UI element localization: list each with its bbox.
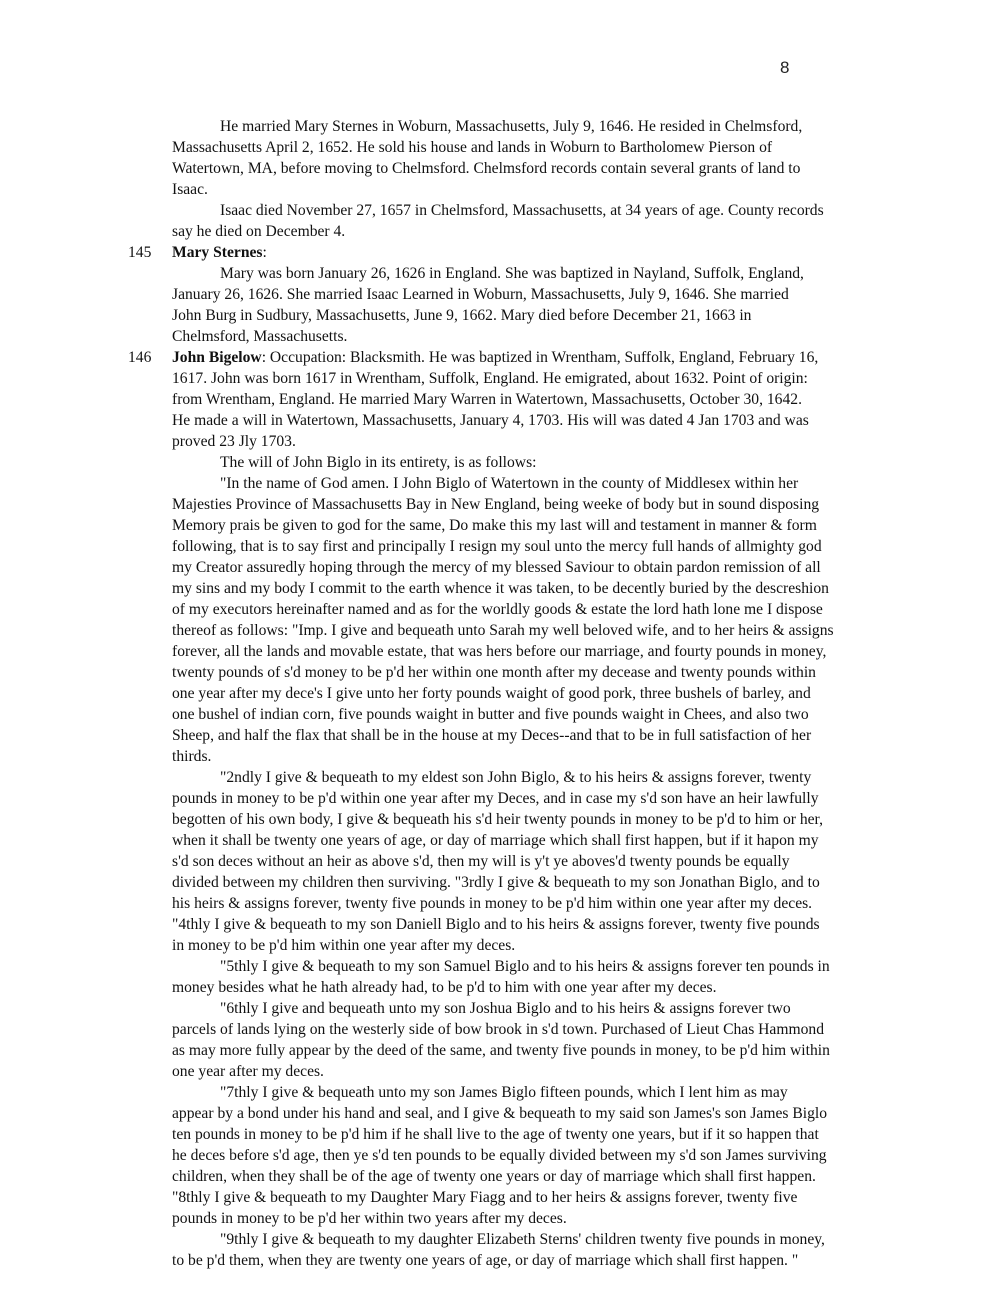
text-line: thereof as follows: "Imp. I give and bequeath unto Sarah my well beloved wife, and to her heirs & assigns [172,622,834,639]
text-line: when it shall be twenty one years of age, or day of marriage which shall first happen, but if it hapon my [172,832,819,849]
text-line: "6thly I give and bequeath unto my son Joshua Biglo and to his heirs & assigns forever two [220,1000,791,1017]
text-line: "8thly I give & bequeath to my Daughter Mary Fiagg and to her heirs & assigns forever, twenty five [172,1189,798,1206]
text-line: ten pounds in money to be p'd him if he shall live to the age of twenty one years, but if it so happen that [172,1126,819,1143]
page-number: 8 [780,58,790,77]
text-line: John Bigelow: Occupation: Blacksmith. He was baptized in Wrentham, Suffolk, England, February 16, [172,349,819,366]
text-line: He made a will in Watertown, Massachusetts, January 4, 1703. His will was dated 4 Jan 1703 and was [172,412,809,429]
text-line: "7thly I give & bequeath unto my son James Biglo fifteen pounds, which I lent him as may [220,1084,788,1101]
text-line: parcels of lands lying on the westerly side of bow brook in s'd town. Purchased of Lieut Chas Hammond [172,1021,824,1038]
text-line: pounds in money to be p'd within one year after my Deces, and in case my s'd son have an heir lawfully [172,790,819,807]
text-line: Massachusetts April 2, 1652. He sold his house and lands in Woburn to Bartholomew Pierson of [172,139,773,156]
text-line: following, that is to say first and principally I resign my soul unto the mercy full hands of allmighty god [172,538,822,555]
text-line: children, when they shall be of the age of twenty one years or day of marriage which shall first happen. [172,1168,816,1185]
text-line: Isaac died November 27, 1657 in Chelmsford, Massachusetts, at 34 years of age. County records [220,202,824,219]
text-line: in money to be p'd him within one year after my deces. [172,937,516,954]
text-line: Mary was born January 26, 1626 in England. She was baptized in Nayland, Suffolk, England, [220,265,804,282]
text-line: The will of John Biglo in its entirety, is as follows: [220,454,537,471]
text-line: forever, all the lands and movable estate, that was hers before our marriage, and fourty pounds in money, [172,643,827,660]
text-line: one year after my dece's I give unto her forty pounds waight of good pork, three bushels of barley, and [172,685,811,702]
text-line: of my executors hereinafter named and as for the worldly goods & estate the lord hath lone me I dispose [172,601,823,618]
text-line: "In the name of God amen. I John Biglo of Watertown in the county of Middlesex within her [220,475,799,492]
text-line: pounds in money to be p'd her within two years after my deces. [172,1210,567,1227]
text-line: from Wrentham, England. He married Mary Warren in Watertown, Massachusetts, October 30, 1642. [172,391,802,408]
text-line: Watertown, MA, before moving to Chelmsford. Chelmsford records contain several grants of land to [172,160,801,177]
text-line: as may more fully appear by the deed of the same, and twenty five pounds in money, to be p'd him within [172,1042,830,1059]
text-line: to be p'd them, when they are twenty one years of age, or day of marriage which shall first happen. " [172,1252,799,1269]
text-line: appear by a bond under his hand and seal, and I give & bequeath to my said son James's son James Biglo [172,1105,828,1122]
text-line: Mary Sternes: [172,244,267,261]
text-line: one year after my deces. [172,1063,324,1080]
text-line: say he died on December 4. [172,223,346,240]
text-line: Memory prais be given to god for the same, Do make this my last will and testament in manner & form [172,517,817,534]
text-line: one bushel of indian corn, five pounds waight in butter and five pounds waight in Chees, and also two [172,706,809,723]
text-line: He married Mary Sternes in Woburn, Massachusetts, July 9, 1646. He resided in Chelmsford, [220,118,803,135]
text-line: begotten of his own body, I give & bequeath his s'd heir twenty pounds in money to be p'd to him or her, [172,811,824,828]
entry-number: 146 [128,349,152,366]
text-line: Majesties Province of Massachusetts Bay in New England, being weeke of body but in sound disposing [172,496,820,513]
person-name: Mary Sternes [172,244,263,261]
text-line: my sins and my body I commit to the earth whence it was taken, to be decently buried by the descreshion [172,580,829,597]
text-line: "4thly I give & bequeath to my son Daniell Biglo and to his heirs & assigns forever, twenty five pounds [172,916,820,933]
text-line: John Burg in Sudbury, Massachusetts, June 9, 1662. Mary died before December 21, 1663 in [172,307,752,324]
text-line: Sheep, and half the flax that shall be in the house at my Deces--and that to be in full satisfaction of her [172,727,812,744]
text-line: s'd son deces without an heir as above s'd, then my will is y't ye aboves'd twenty pounds be equally [172,853,790,870]
text-line: 1617. John was born 1617 in Wrentham, Suffolk, England. He emigrated, about 1632. Point of origin: [172,370,808,387]
text-line: proved 23 Jly 1703. [172,433,296,450]
text-line: "9thly I give & bequeath to my daughter Elizabeth Sterns' children twenty five pounds in money, [220,1231,825,1248]
text-line: "5thly I give & bequeath to my son Samuel Biglo and to his heirs & assigns forever ten pounds in [220,958,830,975]
text-line: money besides what he hath already had, to be p'd to him with one year after my deces. [172,979,717,996]
entry-number: 145 [128,244,152,261]
text-line: thirds. [172,748,212,765]
text-line: divided between my children then surviving. "3rdly I give & bequeath to my son Jonathan Biglo, and to [172,874,820,891]
text-line: his heirs & assigns forever, twenty five pounds in money to be p'd him within one year after my deces. [172,895,813,912]
text-line: "2ndly I give & bequeath to my eldest son John Biglo, & to his heirs & assigns forever, twenty [220,769,812,786]
text-line: Isaac. [172,181,208,198]
text-line: January 26, 1626. She married Isaac Learned in Woburn, Massachusetts, July 9, 1646. She married [172,286,789,303]
text-line: Chelmsford, Massachusetts. [172,328,348,345]
text-line: twenty pounds of s'd money to be p'd her within one month after my decease and twenty pounds within [172,664,816,681]
text-line: my Creator assuredly hoping through the mercy of my blessed Saviour to obtain pardon remission of all [172,559,821,576]
text-line: he deces before s'd age, then ye s'd ten pounds to be equally divided between my s'd son James surviving [172,1147,827,1164]
person-name: John Bigelow [172,349,262,366]
